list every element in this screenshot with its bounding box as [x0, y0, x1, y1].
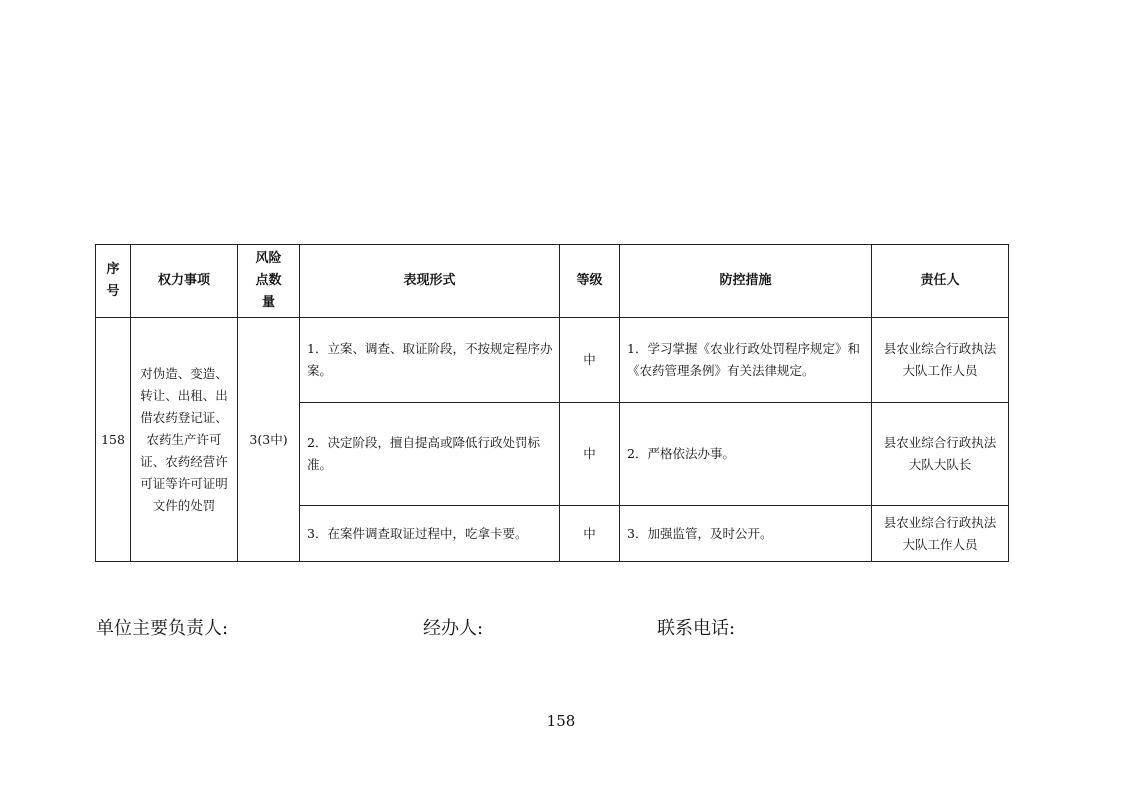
table-row [96, 318, 1009, 403]
level-cell: 中 [560, 403, 620, 506]
form-cell: 2．决定阶段，擅自提高或降低行政处罚标准。 [300, 403, 560, 506]
header-measures: 防控措施 [620, 245, 872, 318]
page-number: 158 [546, 712, 576, 730]
header-risk-count: 风险点数量 [238, 245, 300, 318]
header-row [96, 245, 1009, 318]
responsible-cell: 县农业综合行政执法大队工作人员 [872, 318, 1009, 403]
measure-cell: 3．加强监管，及时公开。 [620, 506, 872, 562]
header-level: 等级 [560, 245, 620, 318]
risk-count-cell: 3(3中) [238, 318, 300, 562]
level-cell: 中 [560, 506, 620, 562]
unit-head-label: 单位主要负责人: [96, 618, 229, 639]
level-cell: 中 [560, 318, 620, 403]
form-cell: 3．在案件调查取证过程中，吃拿卡要。 [300, 506, 560, 562]
phone-label: 联系电话: [657, 618, 736, 639]
handler-label: 经办人: [423, 618, 484, 639]
responsible-cell: 县农业综合行政执法大队大队长 [872, 403, 1009, 506]
header-power: 权力事项 [131, 245, 238, 318]
measure-cell: 1．学习掌握《农业行政处罚程序规定》和《农药管理条例》有关法律规定。 [620, 318, 872, 403]
risk-table [95, 244, 1009, 562]
measure-cell: 2．严格依法办事。 [620, 403, 872, 506]
seq-cell: 158 [96, 318, 131, 562]
header-seq: 序号 [96, 245, 131, 318]
header-responsible: 责任人 [872, 245, 1009, 318]
responsible-cell: 县农业综合行政执法大队工作人员 [872, 506, 1009, 562]
header-form: 表现形式 [300, 245, 560, 318]
form-cell: 1．立案、调查、取证阶段，不按规定程序办案。 [300, 318, 560, 403]
power-cell: 对伪造、变造、转让、出租、出借农药登记证、农药生产许可证、农药经营许可证等许可证明文件的处罚 [131, 318, 238, 562]
